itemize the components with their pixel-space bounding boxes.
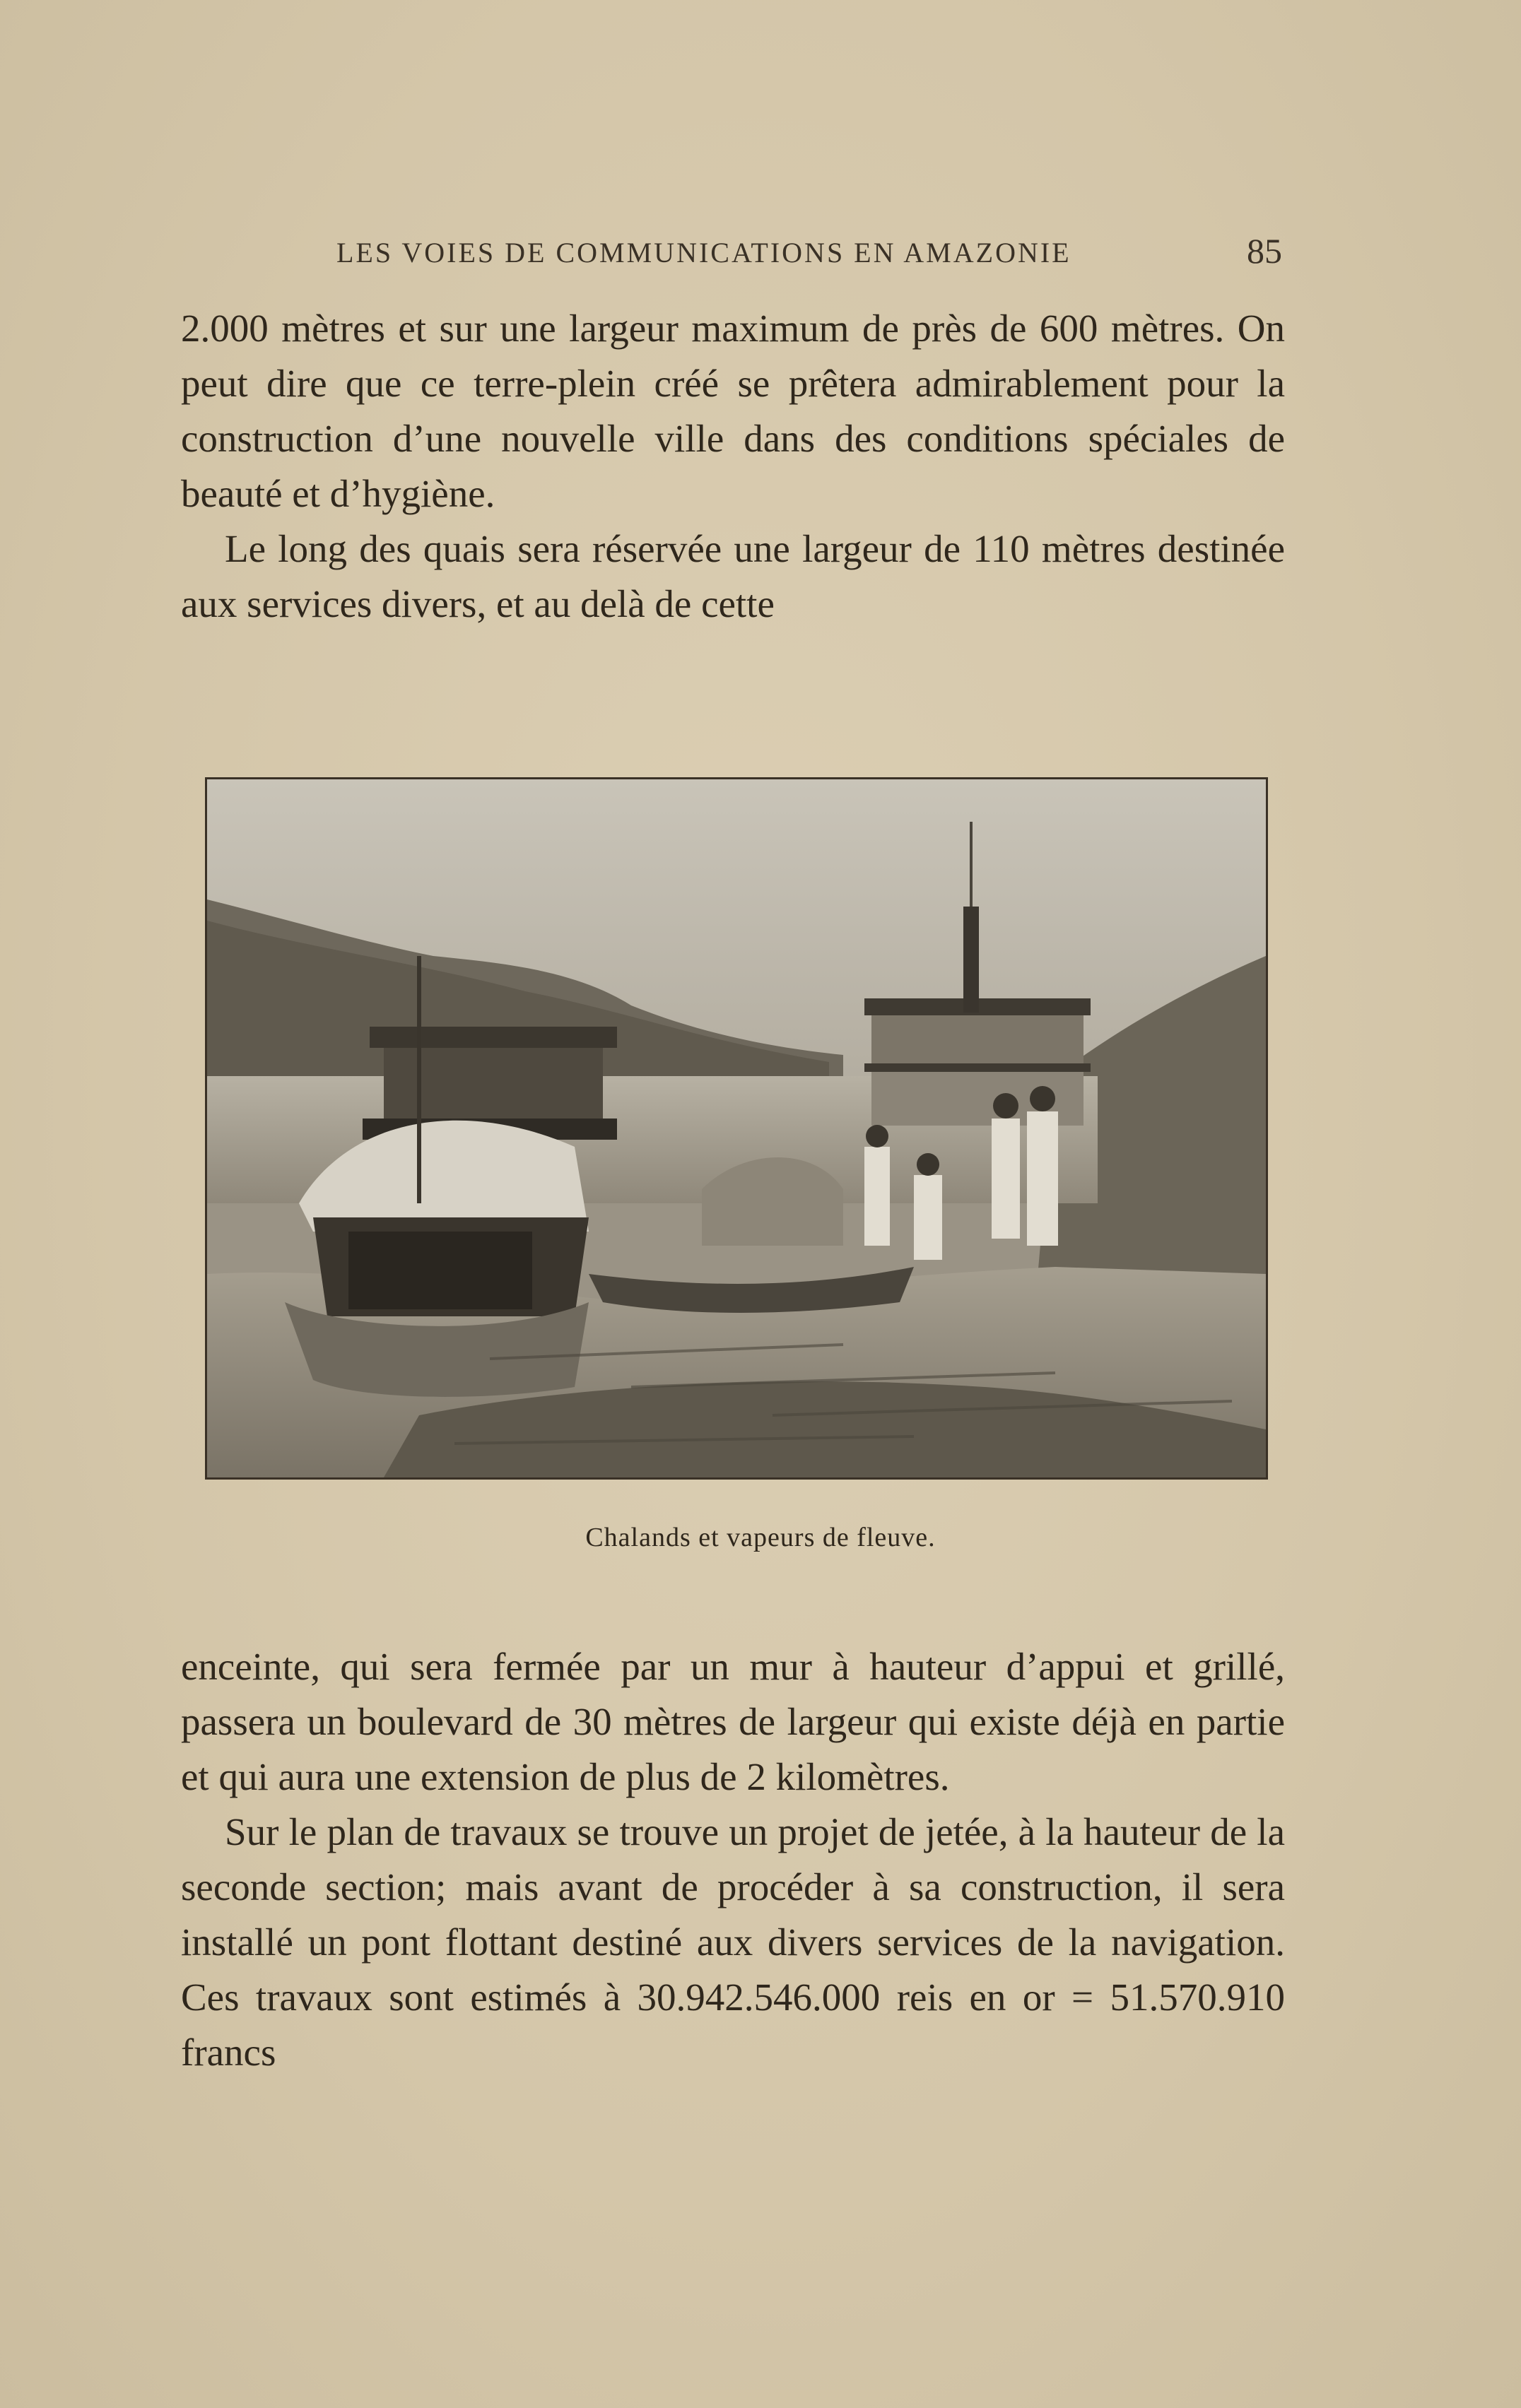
paragraph: 2.000 mètres et sur une largeur maximum de près de 600 mètres. On peut dire que ce terre-plein créé se prêtera admirablement pour la construction d’une nouvelle ville dans des conditions spéciales de beauté et d’hygiène. (181, 307, 1285, 515)
running-head: LES VOIES DE COMMUNICATIONS EN AMAZONIE (336, 237, 1071, 268)
page-number: 85 (1247, 231, 1282, 271)
paragraph: Le long des quais sera réservée une largeur de 110 mètres destinée aux services divers, et au delà de cette (181, 527, 1285, 625)
figure-caption: Chalands et vapeurs de fleuve. (585, 1523, 936, 1552)
paragraph: Sur le plan de travaux se trouve un projet de jetée, à la hauteur de la seconde section; mais avant de procéder à sa construction, il sera installé un pont flottant destiné aux divers services de la navigation. Ces travaux sont estimés à 30.942.546.000 reis en or = 51.570.910 francs (181, 1810, 1285, 2074)
photograph-river-boats (205, 777, 1268, 1480)
text-block-top (181, 301, 1285, 632)
text-block-bottom (181, 1639, 1285, 2080)
photograph-image (207, 779, 1266, 1477)
paragraph: enceinte, qui sera fermée par un mur à hauteur d’appui et grillé, passera un boulevard de 30 mètres de largeur qui existe déjà en partie et qui aura une extension de plus de 2 kilomètres. (181, 1645, 1285, 1798)
